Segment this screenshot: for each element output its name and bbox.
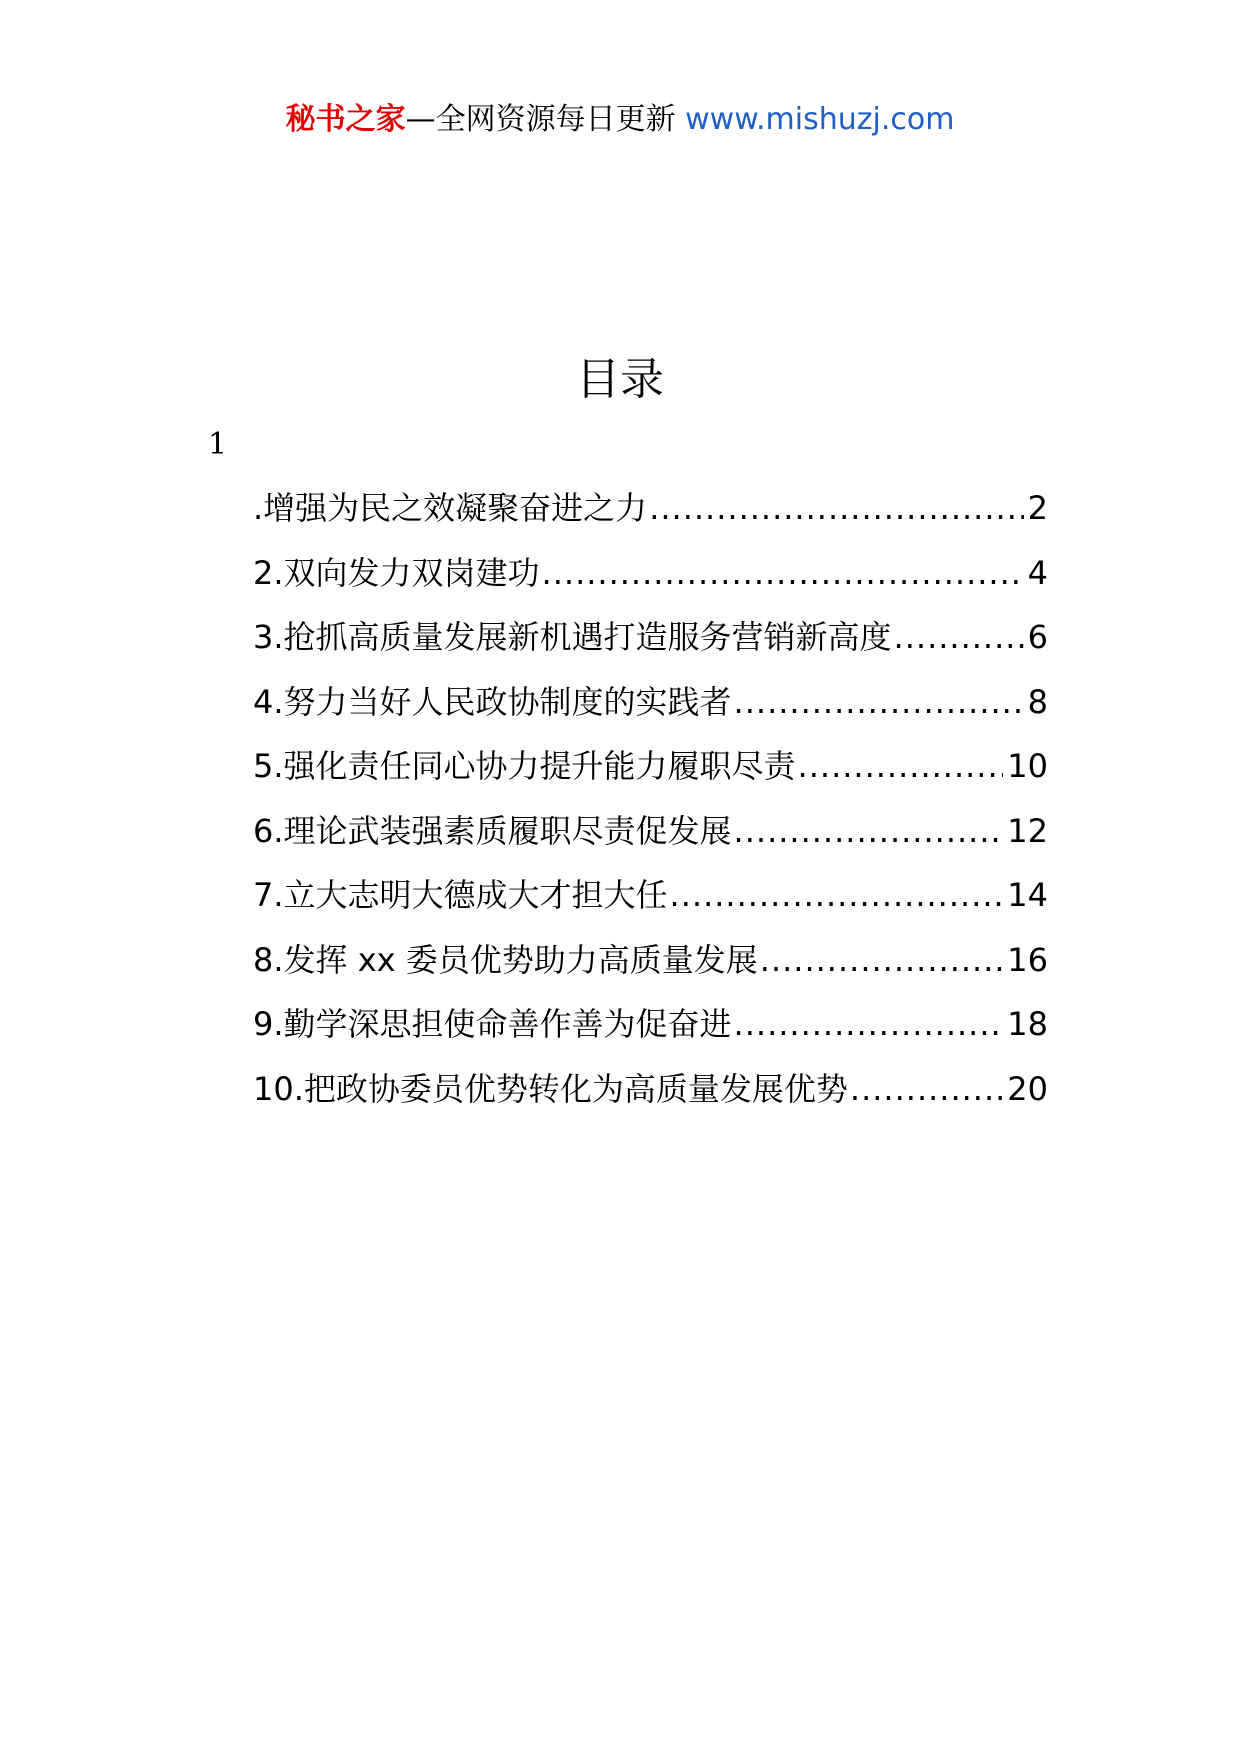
toc-entry-title: 8.发挥 xx 委员优势助力高质量发展 (253, 940, 758, 979)
toc-entry-title: 2.双向发力双岗建功 (253, 553, 540, 592)
toc-dot-leader (850, 1069, 1003, 1109)
toc-dot-leader (542, 553, 1024, 593)
toc-entry-title: 10.把政协委员优势转化为高质量发展优势 (253, 1069, 848, 1108)
toc-entry[interactable] (253, 1069, 1048, 1134)
toc-entry[interactable] (253, 488, 1048, 553)
toc-dot-leader (734, 1004, 1004, 1044)
toc-dot-leader (760, 940, 1004, 980)
toc-entry[interactable] (253, 875, 1048, 940)
toc-page-number: 2 (1027, 489, 1048, 527)
toc-page-number: 20 (1007, 1069, 1048, 1108)
toc-entry[interactable] (253, 553, 1048, 618)
toc-dot-leader (649, 488, 1023, 528)
brand-name: 秘书之家 (285, 102, 406, 137)
toc-page-number: 12 (1007, 811, 1048, 850)
toc-page-number: 16 (1007, 940, 1048, 979)
site-header (0, 100, 1240, 140)
table-of-contents (253, 488, 1048, 1133)
toc-entry[interactable] (253, 746, 1048, 811)
toc-page-number: 14 (1007, 876, 1048, 914)
page-title: 目录 (576, 354, 664, 405)
toc-entry[interactable] (253, 617, 1048, 682)
toc-page-number: 18 (1007, 1005, 1048, 1043)
header-tagline: —全网资源每日更新 (405, 102, 676, 137)
toc-page-number: 4 (1027, 553, 1048, 592)
toc-entry-title: 5.强化责任同心协力提升能力履职尽责 (253, 747, 796, 785)
toc-entry-title: .增强为民之效凝聚奋进之力 (253, 489, 648, 527)
toc-entry[interactable] (253, 682, 1048, 747)
toc-entry[interactable] (253, 940, 1048, 1005)
site-url-link[interactable]: www.mishuzj.com (685, 102, 955, 137)
toc-dot-leader (670, 875, 1004, 915)
toc-entry-title: 7.立大志明大德成大才担大任 (253, 876, 668, 914)
toc-entry-title: 3.抢抓高质量发展新机遇打造服务营销新高度 (253, 618, 892, 656)
toc-page-number: 6 (1027, 618, 1048, 656)
toc-dot-leader (894, 617, 1024, 657)
toc-dot-leader (798, 746, 1004, 786)
toc-dot-leader (734, 682, 1024, 722)
toc-entry-title: 4.努力当好人民政协制度的实践者 (253, 682, 732, 721)
toc-page-number: 10 (1007, 747, 1048, 785)
stray-number: 1 (208, 427, 228, 462)
toc-entry[interactable] (253, 811, 1048, 876)
toc-entry[interactable] (253, 1004, 1048, 1069)
toc-entry-title: 6.理论武装强素质履职尽责促发展 (253, 811, 732, 850)
toc-entry-title: 9.勤学深思担使命善作善为促奋进 (253, 1005, 732, 1043)
toc-dot-leader (734, 811, 1004, 851)
toc-page-number: 8 (1027, 682, 1048, 721)
